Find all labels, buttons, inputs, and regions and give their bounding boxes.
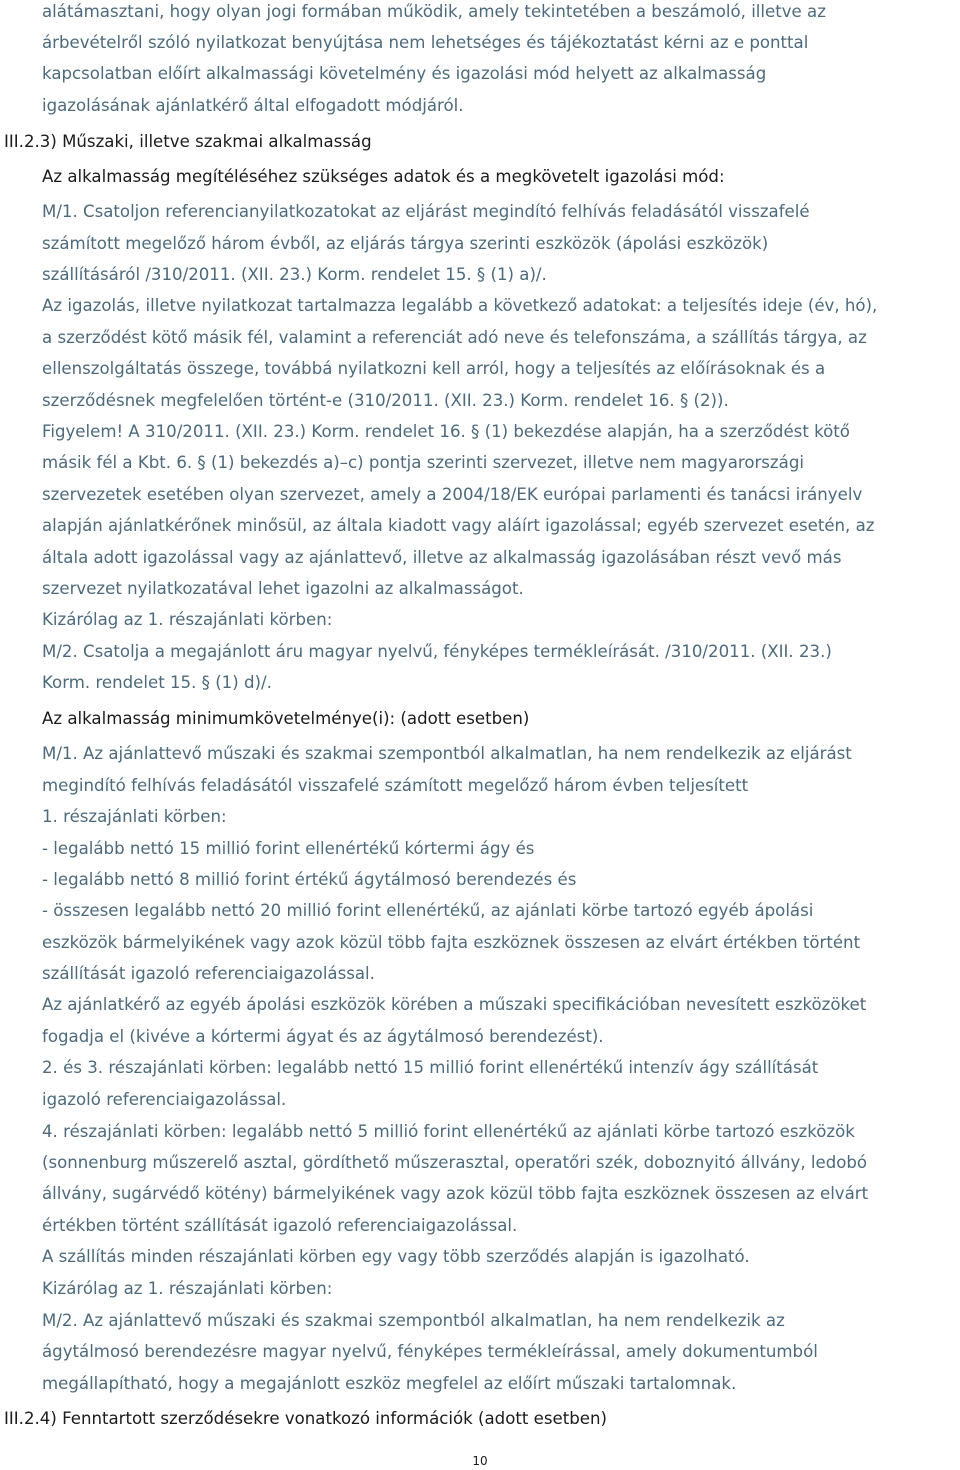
- text-line: 2. és 3. részajánlati körben: legalább nettó 15 millió forint ellenértékű intenzív ágy szállítását: [42, 1058, 819, 1077]
- text-line: szállításáról /310/2011. (XII. 23.) Korm. rendelet 15. § (1) a)/.: [42, 265, 547, 284]
- page-number: 10: [472, 1454, 488, 1468]
- text-line: ágytálmosó berendezésre magyar nyelvű, fényképes termékleírással, amely dokumentumból: [42, 1342, 818, 1361]
- text-line: eszközök bármelyikének vagy azok közül több fajta eszköznek összesen az elvárt értékben történt: [42, 933, 861, 952]
- text-line: ellenszolgáltatás összege, továbbá nyilatkozni kell arról, hogy a teljesítés az előírásoknak és a: [42, 359, 826, 378]
- text-line: 1. részajánlati körben:: [42, 807, 227, 826]
- text-line: alátámasztani, hogy olyan jogi formában működik, amely tekintetében a beszámoló, illetve az: [42, 2, 826, 21]
- section-heading: III.2.3) Műszaki, illetve szakmai alkalmasság: [4, 132, 372, 151]
- text-line: A szállítás minden részajánlati körben egy vagy több szerződés alapján is igazolható.: [42, 1247, 750, 1266]
- text-line: M/2. Az ajánlattevő műszaki és szakmai szempontból alkalmatlan, ha nem rendelkezik az: [42, 1311, 785, 1330]
- text-line: igazoló referenciaigazolással.: [42, 1090, 287, 1109]
- subsection-heading: Az alkalmasság megítéléséhez szükséges adatok és a megkövetelt igazolási mód:: [42, 167, 725, 186]
- text-line: szerződésnek megfelelően történt-e (310/2011. (XII. 23.) Korm. rendelet 16. § (2)).: [42, 391, 729, 410]
- text-line: megállapítható, hogy a megajánlott eszköz megfelel az előírt műszaki tartalomnak.: [42, 1374, 737, 1393]
- text-line: alapján ajánlatkérőnek minősül, az általa kiadott vagy aláírt igazolással; egyéb szervezet esetén, az: [42, 516, 875, 535]
- text-line: értékben történt szállítását igazoló referenciaigazolással.: [42, 1216, 518, 1235]
- list-item: - összesen legalább nettó 20 millió forint ellenértékű, az ajánlati körbe tartozó egyéb ápolási: [42, 901, 814, 920]
- text-line: másik fél a Kbt. 6. § (1) bekezdés a)–c) pontja szerinti szervezet, illetve nem magyarországi: [42, 453, 804, 472]
- text-line: megindító felhívás feladásától visszafelé számított megelőző három évben teljesített: [42, 776, 749, 795]
- text-line: szállítását igazoló referenciaigazolással.: [42, 964, 375, 983]
- text-line: általa adott igazolással vagy az ajánlattevő, illetve az alkalmasság igazolásában részt vevő más: [42, 548, 842, 567]
- text-line: számított megelőző három évből, az eljárás tárgya szerinti eszközök (ápolási eszközök): [42, 234, 769, 253]
- text-line: kapcsolatban előírt alkalmassági követelmény és igazolási mód helyett az alkalmasság: [42, 64, 767, 83]
- text-line: M/1. Az ajánlattevő műszaki és szakmai szempontból alkalmatlan, ha nem rendelkezik az eljárást: [42, 744, 852, 763]
- text-line: árbevételről szóló nyilatkozat benyújtása nem lehetséges és tájékoztatást kérni az e ponttal: [42, 33, 809, 52]
- text-line: Az igazolás, illetve nyilatkozat tartalmazza legalább a következő adatokat: a teljesítés ideje (év, hó),: [42, 296, 878, 315]
- subsection-heading: Az alkalmasság minimumkövetelménye(i): (adott esetben): [42, 709, 530, 728]
- text-line: Az ajánlatkérő az egyéb ápolási eszközök körében a műszaki specifikációban nevesített eszközöket: [42, 995, 867, 1014]
- text-line: (sonnenburg műszerelő asztal, gördíthető műszerasztal, operatőri szék, doboznyitó állvány, ledobó: [42, 1153, 868, 1172]
- list-item: - legalább nettó 15 millió forint ellenértékű kórtermi ágy és: [42, 839, 535, 858]
- text-line: a szerződést kötő másik fél, valamint a referenciát adó neve és telefonszáma, a szállítás tárgya, az: [42, 328, 867, 347]
- section-heading: III.2.4) Fenntartott szerződésekre vonatkozó információk (adott esetben): [4, 1409, 607, 1428]
- text-line: igazolásának ajánlatkérő által elfogadott módjáról.: [42, 96, 464, 115]
- text-line: szervezetek esetében olyan szervezet, amely a 2004/18/EK európai parlamenti és tanácsi irányelv: [42, 485, 863, 504]
- text-line: M/2. Csatolja a megajánlott áru magyar nyelvű, fényképes termékleírását. /310/2011. (XII. 23.): [42, 642, 832, 661]
- list-item: - legalább nettó 8 millió forint értékű ágytálmosó berendezés és: [42, 870, 577, 889]
- text-line: 4. részajánlati körben: legalább nettó 5 millió forint ellenértékű az ajánlati körbe tartozó eszközök: [42, 1122, 855, 1141]
- text-line: M/1. Csatoljon referencianyilatkozatokat az eljárást megindító felhívás feladásától visszafelé: [42, 202, 810, 221]
- text-line: Kizárólag az 1. részajánlati körben:: [42, 1279, 333, 1298]
- text-line: Korm. rendelet 15. § (1) d)/.: [42, 673, 272, 692]
- text-line: fogadja el (kivéve a kórtermi ágyat és az ágytálmosó berendezést).: [42, 1027, 604, 1046]
- text-line: szervezet nyilatkozatával lehet igazolni az alkalmasságot.: [42, 579, 524, 598]
- text-line: Figyelem! A 310/2011. (XII. 23.) Korm. rendelet 16. § (1) bekezdése alapján, ha a szerződést kötő: [42, 422, 850, 441]
- text-line: állvány, sugárvédő kötény) bármelyikének vagy azok közül több fajta eszköznek összesen az elvárt: [42, 1184, 869, 1203]
- text-line: Kizárólag az 1. részajánlati körben:: [42, 610, 333, 629]
